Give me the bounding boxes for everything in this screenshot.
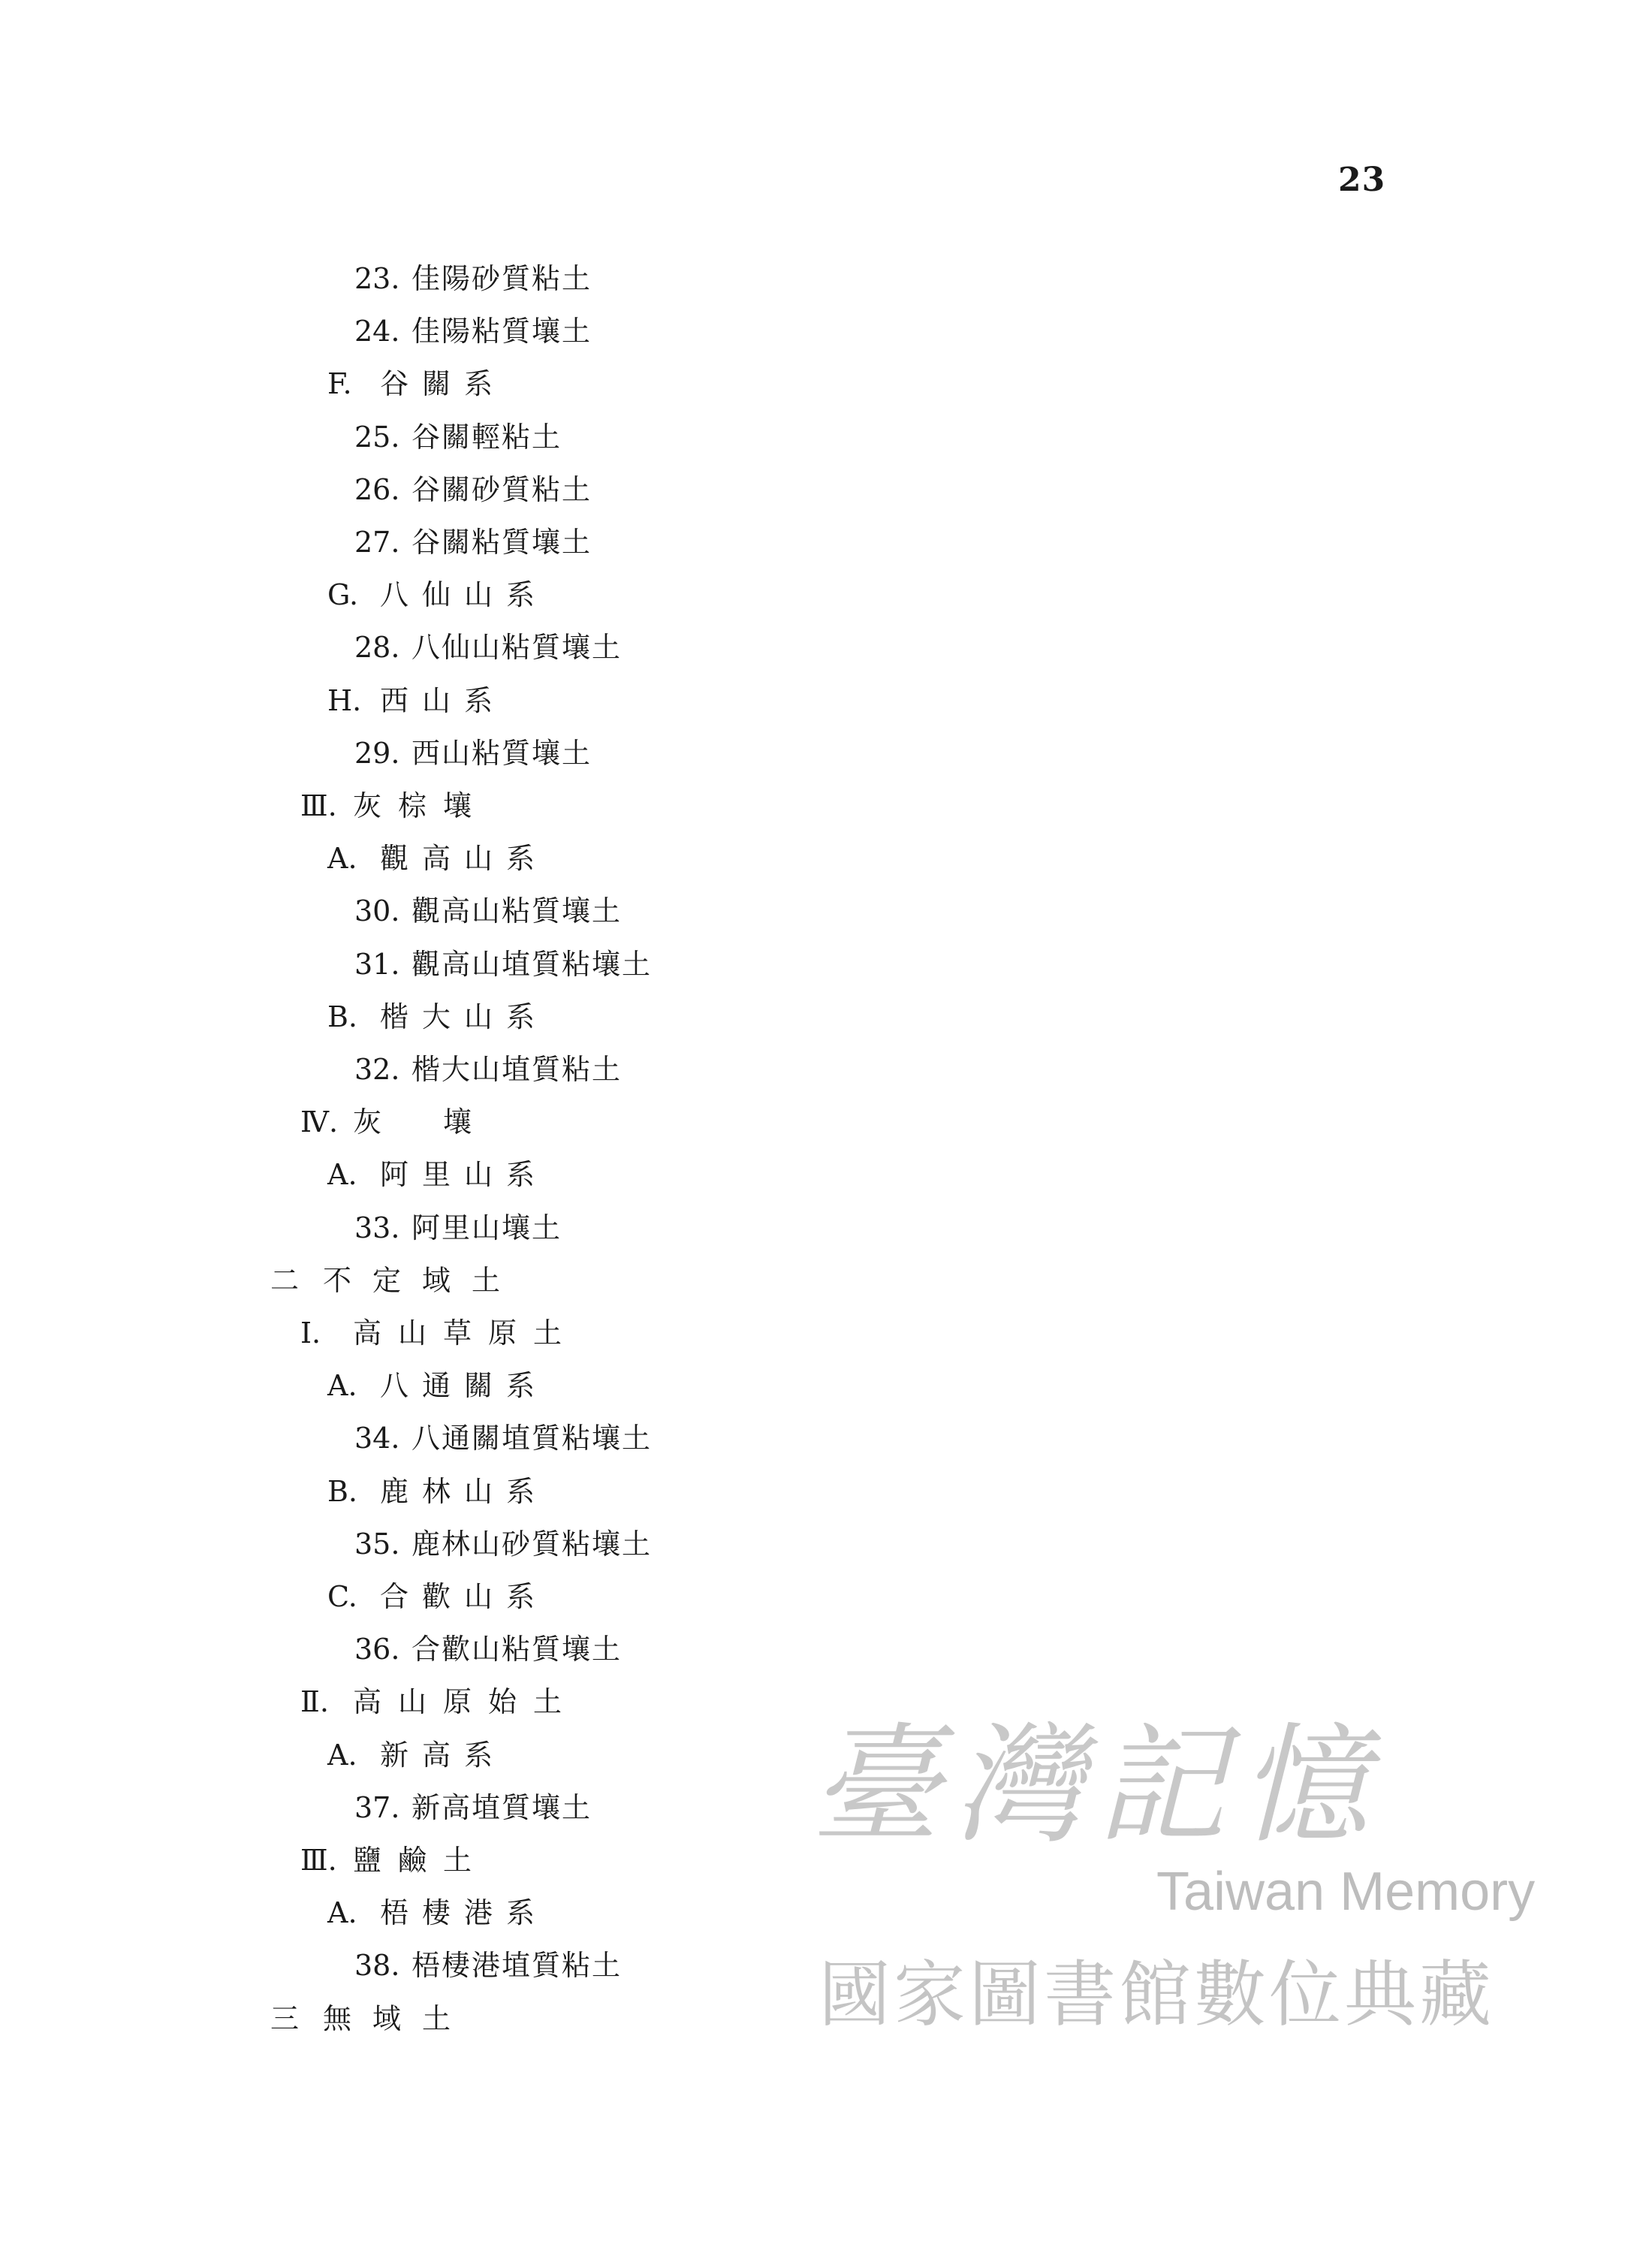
toc-line: [354, 475, 592, 504]
toc-line-number: B.: [327, 1475, 358, 1508]
toc-line: [354, 315, 592, 348]
toc-line: [354, 1422, 653, 1455]
toc-line-number: Ⅳ.: [300, 1105, 339, 1139]
toc-line: [270, 2004, 472, 2033]
toc-line: [354, 526, 592, 559]
toc-line-text: 谷關輕粘土: [411, 421, 562, 454]
toc-line: [327, 1896, 549, 1929]
toc-line-number: 三: [270, 2002, 300, 2035]
toc-line: [327, 1371, 548, 1400]
toc-line-text: 八仙山系: [380, 578, 549, 611]
toc-line: [300, 1317, 579, 1350]
toc-line-text: 觀高山粘質壤土: [411, 894, 623, 927]
toc-line-number: 34.: [354, 1422, 400, 1455]
toc-line: [327, 1000, 549, 1033]
toc-line-number: 32.: [354, 1053, 400, 1086]
toc-line-text: 高山原始土: [353, 1685, 579, 1718]
toc-line-text: 新高系: [380, 1739, 507, 1772]
toc-line-number: 33.: [354, 1211, 400, 1244]
toc-line-text: 阿里山壤土: [411, 1211, 562, 1244]
toc-line-text: 西山系: [380, 684, 507, 717]
toc-line-text: 谷關砂質粘土: [411, 473, 592, 506]
watermark-subtitle: 國家圖書館數位典藏: [818, 1953, 1494, 2037]
toc-line-number: 31.: [354, 948, 400, 981]
toc-line: [354, 1793, 592, 1822]
toc-line-number: 23.: [354, 262, 400, 295]
toc-line-text: 灰棕壤: [353, 789, 489, 822]
toc-line-number: 28.: [354, 631, 400, 664]
toc-line: [354, 264, 592, 293]
toc-line: [327, 1477, 548, 1506]
toc-line-text: 合歡山系: [380, 1580, 549, 1613]
toc-line: [354, 894, 623, 927]
toc-line: [300, 789, 489, 822]
toc-line: [327, 578, 549, 611]
toc-line: [354, 1055, 622, 1084]
toc-line: [300, 1105, 489, 1139]
toc-line-number: B.: [327, 1000, 358, 1033]
toc-line-text: 鹿林山系: [380, 1475, 549, 1508]
toc-line: [354, 1211, 562, 1244]
toc-line-text: 無域土: [323, 2002, 472, 2035]
toc-line-text: 八通關埴質粘壤土: [411, 1422, 653, 1455]
toc-line: [327, 844, 548, 873]
page-number: 23: [1338, 161, 1386, 199]
toc-line-text: 佳陽砂質粘土: [411, 262, 592, 295]
toc-line-text: 鹽鹼土: [353, 1844, 489, 1877]
toc-line-number: Ⅲ.: [300, 789, 337, 822]
toc-line-number: G.: [327, 578, 359, 611]
toc-line-text: 不定域土: [323, 1264, 522, 1297]
toc-line-number: 35.: [354, 1528, 400, 1561]
toc-line: [327, 1739, 507, 1772]
toc-line: [354, 1633, 623, 1666]
toc-line-text: 高山草原土: [353, 1317, 579, 1350]
watermark-english: Taiwan Memory: [1156, 1862, 1536, 1922]
toc-line-text: 八仙山粘質壤土: [411, 631, 623, 664]
toc-line-number: Ⅰ.: [300, 1317, 321, 1350]
toc-line-number: 38.: [354, 1949, 400, 1982]
toc-line-number: Ⅱ.: [300, 1685, 329, 1718]
toc-line-number: 27.: [354, 526, 400, 559]
toc-line-text: 楷大山系: [380, 1000, 549, 1033]
toc-line-text: 梧棲港系: [380, 1896, 549, 1929]
toc-line-number: 26.: [354, 473, 400, 506]
toc-line-number: H.: [327, 684, 362, 717]
toc-line-number: 二: [270, 1264, 300, 1297]
toc-line-text: 楷大山埴質粘土: [411, 1053, 623, 1086]
toc-line-text: 谷關粘質壤土: [411, 526, 592, 559]
toc-line-number: Ⅲ.: [300, 1844, 337, 1877]
toc-line-text: 阿里山系: [380, 1158, 549, 1191]
toc-line: [354, 1951, 622, 1980]
toc-line-number: A.: [327, 1896, 357, 1929]
toc-line: [354, 421, 562, 454]
toc-line-text: 谷關系: [380, 367, 507, 400]
toc-line-number: A.: [327, 842, 357, 875]
toc-line: [270, 1266, 521, 1295]
toc-line: [300, 1844, 489, 1877]
toc-line: [354, 1528, 653, 1561]
toc-line-text: 八通關系: [380, 1369, 549, 1402]
toc-line-number: A.: [327, 1369, 357, 1402]
toc-line: [300, 1687, 578, 1716]
toc-line: [354, 950, 652, 979]
toc-line-text: 梧棲港埴質粘土: [411, 1949, 623, 1982]
toc-line-number: 30.: [354, 894, 400, 927]
toc-line-text: 灰 壤: [353, 1105, 489, 1139]
toc-line: [327, 369, 506, 398]
toc-line-number: 24.: [354, 315, 400, 348]
toc-line-text: 合歡山粘質壤土: [411, 1633, 623, 1666]
toc-line-text: 西山粘質壤土: [411, 737, 592, 770]
toc-line-text: 觀高山埴質粘壤土: [411, 948, 653, 981]
toc-line: [327, 686, 506, 715]
toc-line-number: A.: [327, 1739, 357, 1772]
toc-line-text: 觀高山系: [380, 842, 549, 875]
toc-line-number: A.: [327, 1158, 357, 1191]
watermark: [796, 1682, 1547, 2043]
toc-line: [327, 1582, 548, 1611]
toc-line-number: 36.: [354, 1633, 400, 1666]
toc-line: [327, 1160, 548, 1189]
toc-line-number: F.: [327, 367, 352, 400]
toc-line-text: 鹿林山砂質粘壤土: [411, 1528, 653, 1561]
toc-line-text: 佳陽粘質壤土: [411, 315, 592, 348]
toc-line: [354, 633, 622, 662]
toc-line-text: 新高埴質壤土: [411, 1791, 592, 1824]
toc-line-number: 29.: [354, 737, 400, 770]
toc-line-number: C.: [327, 1580, 357, 1613]
toc-line-number: 25.: [354, 421, 400, 454]
toc-line-number: 37.: [354, 1791, 400, 1824]
watermark-title: 臺灣記憶: [811, 1710, 1382, 1861]
toc-line: [354, 739, 592, 768]
